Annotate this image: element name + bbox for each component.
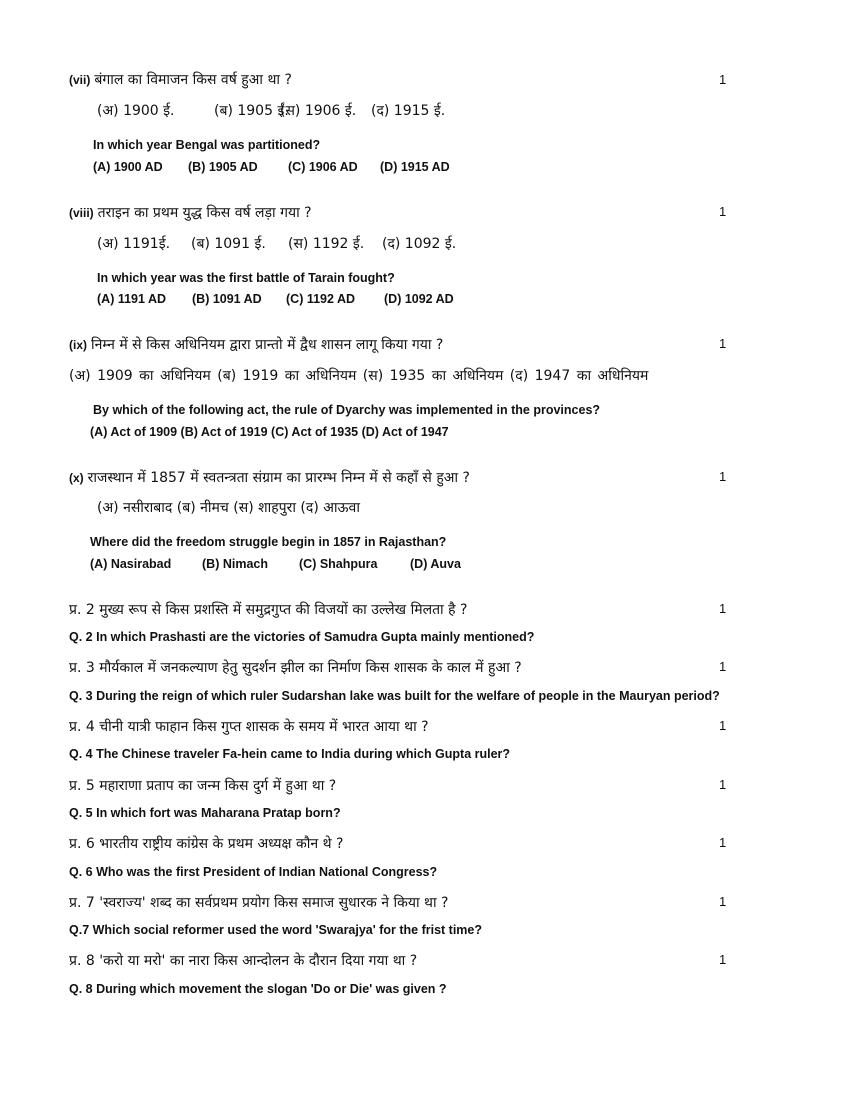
- option: (स) 1906 ई.: [280, 103, 357, 119]
- question-7-hindi: प्र. 7 'स्वराज्य' शब्द का सर्वप्रथम प्रयोग किस समाज सुधारक ने किया था ?: [69, 895, 449, 911]
- question-x-english: Where did the freedom struggle begin in 1857 in Rajasthan?: [90, 535, 447, 549]
- question-text: तराइन का प्रथम युद्ध किस वर्ष लड़ा गया ?: [97, 205, 312, 221]
- marks: 1: [719, 952, 727, 967]
- question-2-english: Q. 2 In which Prashasti are the victories of Samudra Gupta mainly mentioned?: [69, 630, 535, 644]
- question-8-english: Q. 8 During which movement the slogan 'Do or Die' was given ?: [69, 982, 447, 996]
- question-ix-hindi-options: (अ) 1909 का अधिनियम (ब) 1919 का अधिनियम (स) 1935 का अधिनियम (द) 1947 का अधिनियम: [69, 368, 649, 384]
- marks: 1: [719, 72, 727, 87]
- option: (D) 1092 AD: [384, 292, 454, 306]
- question-6-english: Q. 6 Who was the first President of Indian National Congress?: [69, 865, 438, 879]
- option: (ब) 1091 ई.: [191, 236, 266, 252]
- marks: 1: [719, 894, 727, 909]
- option: (D) Auva: [410, 557, 461, 571]
- question-3-hindi: प्र. 3 मौर्यकाल में जनकल्याण हेतु सुदर्शन झील का निर्माण किस शासक के काल में हुआ ?: [69, 660, 522, 676]
- marks: 1: [719, 469, 727, 484]
- question-viii-hindi: [69, 203, 312, 222]
- question-vii-english-options: [93, 160, 450, 174]
- option: (A) 1900 AD: [93, 160, 163, 174]
- option: (ब) 1905 ई.: [214, 103, 289, 119]
- option: (C) 1906 AD: [288, 160, 358, 174]
- marks: 1: [719, 835, 727, 850]
- question-8-hindi: प्र. 8 'करो या मरो' का नारा किस आन्दोलन के दौरान दिया गया था ?: [69, 953, 418, 969]
- option: (C) Shahpura: [299, 557, 378, 571]
- option: (स) 1192 ई.: [288, 236, 365, 252]
- question-ix-english-options: (A) Act of 1909 (B) Act of 1919 (C) Act of 1935 (D) Act of 1947: [90, 425, 449, 439]
- marks: 1: [719, 777, 727, 792]
- question-viii-english-options: [97, 292, 454, 306]
- question-6-hindi: प्र. 6 भारतीय राष्ट्रीय कांग्रेस के प्रथम अध्यक्ष कौन थे ?: [69, 836, 344, 852]
- option: (A) 1191 AD: [97, 292, 167, 306]
- marks: 1: [719, 601, 727, 616]
- question-5-english: Q. 5 In which fort was Maharana Pratap born?: [69, 806, 341, 820]
- question-4-english: Q. 4 The Chinese traveler Fa-hein came to India during which Gupta ruler?: [69, 747, 511, 761]
- question-vii-english: In which year Bengal was partitioned?: [93, 138, 321, 152]
- question-number: (vii): [69, 73, 91, 87]
- question-7-english: Q.7 Which social reformer used the word 'Swarajya' for the frist time?: [69, 923, 482, 937]
- question-ix-hindi: [69, 335, 443, 354]
- question-number: (x): [69, 471, 84, 485]
- question-x-english-options: [90, 557, 461, 571]
- question-number: (viii): [69, 206, 94, 220]
- question-x-hindi-options: (अ) नसीराबाद (ब) नीमच (स) शाहपुरा (द) आऊवा: [97, 500, 360, 516]
- question-number: (ix): [69, 338, 87, 352]
- question-vii-hindi-options: [97, 101, 445, 120]
- question-2-hindi: प्र. 2 मुख्य रूप से किस प्रशस्ति में समुद्रगुप्त की विजयों का उल्लेख मिलता है ?: [69, 602, 468, 618]
- question-3-english: Q. 3 During the reign of which ruler Sudarshan lake was built for the welfare of people in the Mauryan period?: [69, 689, 720, 703]
- marks: 1: [719, 336, 727, 351]
- marks: 1: [719, 204, 727, 219]
- option: (द) 1915 ई.: [371, 103, 446, 119]
- option: (B) 1091 AD: [192, 292, 262, 306]
- question-viii-english: In which year was the first battle of Tarain fought?: [97, 271, 395, 285]
- option: (C) 1192 AD: [286, 292, 356, 306]
- option: (B) 1905 AD: [188, 160, 258, 174]
- question-5-hindi: प्र. 5 महाराणा प्रताप का जन्म किस दुर्ग में हुआ था ?: [69, 778, 337, 794]
- marks: 1: [719, 718, 727, 733]
- question-text: राजस्थान में 1857 में स्वतन्त्रता संग्राम का प्रारम्भ निम्न में से कहाँ से हुआ ?: [87, 470, 470, 486]
- option: (A) Nasirabad: [90, 557, 172, 571]
- question-x-hindi: [69, 468, 470, 487]
- question-text: निम्न में से किस अधिनियम द्वारा प्रान्तो में द्वैध शासन लागू किया गया ?: [91, 337, 444, 353]
- question-viii-hindi-options: [97, 234, 456, 253]
- question-vii-hindi: [69, 70, 292, 89]
- option: (द) 1092 ई.: [382, 236, 457, 252]
- option: (D) 1915 AD: [380, 160, 450, 174]
- marks: 1: [719, 659, 727, 674]
- question-4-hindi: प्र. 4 चीनी यात्री फाहान किस गुप्त शासक के समय में भारत आया था ?: [69, 719, 429, 735]
- option: (B) Nimach: [202, 557, 268, 571]
- question-text: बंगाल का विमाजन किस वर्ष हुआ था ?: [94, 72, 292, 88]
- option: (अ) 1191ई.: [97, 236, 171, 252]
- question-ix-english: By which of the following act, the rule of Dyarchy was implemented in the provinces?: [93, 403, 601, 417]
- option: (अ) 1900 ई.: [97, 103, 175, 119]
